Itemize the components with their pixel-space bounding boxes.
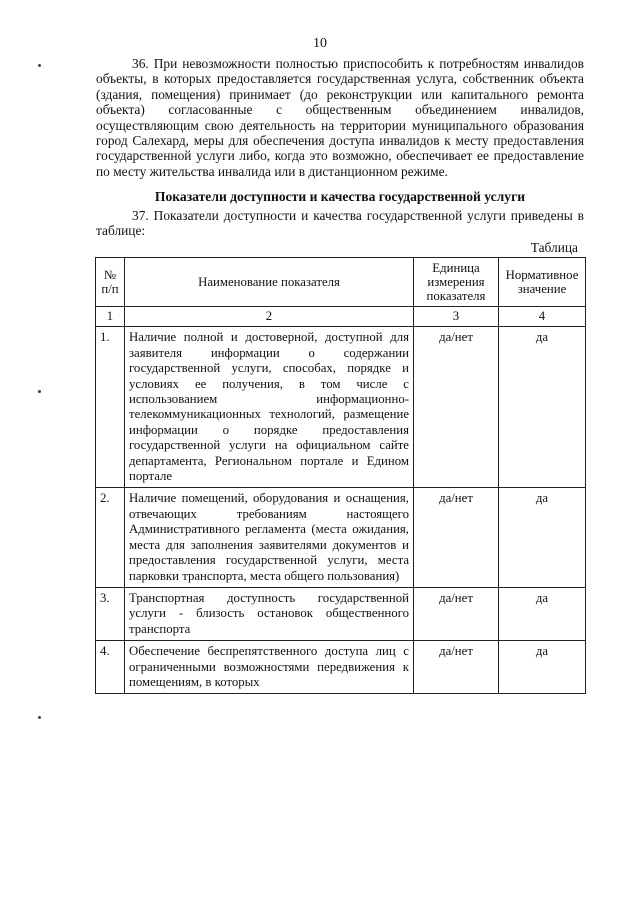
- table-row: [96, 488, 586, 587]
- row-number: 1.: [96, 327, 125, 488]
- table-header-row: [96, 258, 586, 307]
- row-unit: да/нет: [414, 641, 499, 694]
- paragraph-36: 36. При невозможности полностью приспособить к потребностям инвалидов объекты, в которых предоставляется государственная услуга, собственник объекта (здания, помещения) принимает (до реконструкции или капитального ремонта объекта) согласованные с общественным объединением инвалидов, осуществляющим свою деятельность на территории муниципального образования город Салехард, меры для обеспечения доступа инвалидов к месту предоставления государственной услуги либо, когда это возможно, обеспечивает ее предоставление по месту жительства инвалида или в дистанционном режиме.: [96, 56, 584, 179]
- row-norm-value: да: [499, 641, 586, 694]
- row-number: 3.: [96, 587, 125, 640]
- table-index-row: [96, 307, 586, 327]
- header-unit: Единица измерения показателя: [414, 258, 499, 307]
- section-heading: Показатели доступности и качества государственной услуги: [154, 189, 526, 204]
- table-row: [96, 587, 586, 640]
- table-row: [96, 327, 586, 488]
- row-indicator-name: Транспортная доступность государственной услуги - близость остановок общественного транспорта: [125, 587, 414, 640]
- indicators-table: [95, 257, 586, 694]
- row-number: 4.: [96, 641, 125, 694]
- table-row: [96, 641, 586, 694]
- row-unit: да/нет: [414, 587, 499, 640]
- row-number: 2.: [96, 488, 125, 587]
- header-number: № п/п: [96, 258, 125, 307]
- page-number: 10: [313, 36, 327, 51]
- row-norm-value: да: [499, 488, 586, 587]
- index-cell: 1: [96, 307, 125, 327]
- scan-speck: [38, 64, 41, 67]
- header-indicator-name: Наименование показателя: [125, 258, 414, 307]
- row-unit: да/нет: [414, 488, 499, 587]
- row-unit: да/нет: [414, 327, 499, 488]
- row-indicator-name: Обеспечение беспрепятственного доступа лиц с ограниченными возможностями передвижения к помещениям, в которых: [125, 641, 414, 694]
- row-indicator-name: Наличие помещений, оборудования и оснащения, отвечающих требованиям настоящего Административного регламента (места ожидания, места для заполнения заявителями документов и предоставления государственной услуги, места парковки транспорта, места общего пользования): [125, 488, 414, 587]
- index-cell: 4: [499, 307, 586, 327]
- scan-speck: [38, 390, 41, 393]
- index-cell: 2: [125, 307, 414, 327]
- row-indicator-name: Наличие полной и достоверной, доступной для заявителя информации о содержании государственной услуги, способах, порядке и условиях ее получения, в том числе с использованием информационно-телекоммуникационных технологий, размещение информации о порядке предоставления государственной услуги на официальном сайте департамента, Региональном портале и Едином портале: [125, 327, 414, 488]
- header-norm-value: Нормативное значение: [499, 258, 586, 307]
- table-caption: Таблица: [530, 240, 578, 255]
- paragraph-37: 37. Показатели доступности и качества государственной услуги приведены в таблице:: [96, 208, 584, 239]
- row-norm-value: да: [499, 327, 586, 488]
- index-cell: 3: [414, 307, 499, 327]
- row-norm-value: да: [499, 587, 586, 640]
- scan-speck: [38, 716, 41, 719]
